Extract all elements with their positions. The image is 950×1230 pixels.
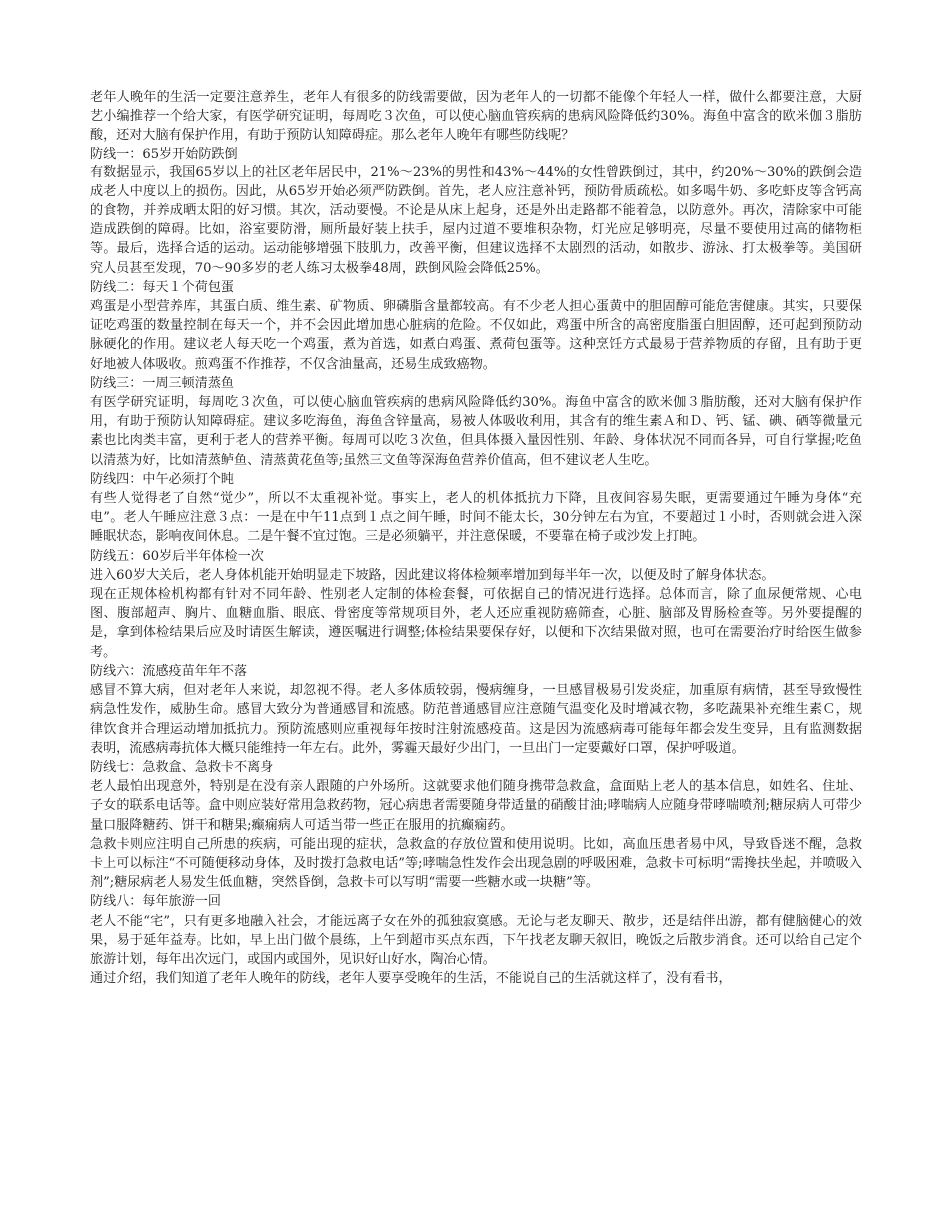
section-1	[90, 146, 862, 278]
section-2	[90, 278, 862, 374]
section-paragraph: 鸡蛋是小型营养库，其蛋白质、维生素、矿物质、卵磷脂含量都较高。有不少老人担心蛋黄中的胆固醇可能危害健康。其实，只要保证吃鸡蛋的数量控制在每天一个，并不会因此增加患心脏病的危险。不仅如此，鸡蛋中所含的高密度脂蛋白胆固醇，还可起到预防动脉硬化的作用。建议老人每天吃一个鸡蛋，煮为首选，如煮白鸡蛋、煮荷包蛋等。这种烹饪方式最易于营养物质的存留，且有助于更好地被人体吸收。煎鸡蛋不作推荐，不仅含油量高，还易生成致癌物。	[90, 299, 862, 372]
intro-paragraph: 老年人晚年的生活一定要注意养生，老年人有很多的防线需要做，因为老年人的一切都不能像个年轻人一样，做什么都要注意，大厨艺小编推荐一个给大家，有医学研究证明，每周吃３次鱼，可以使心脑血管疾病的患病风险降低约30%。海鱼中富含的欧米伽３脂肪酸，还对大脑有保护作用，有助于预防认知障碍症。那么老年人晚年有哪些防线呢？	[90, 90, 862, 144]
section-paragraph: 老人最怕出现意外，特别是在没有亲人跟随的户外场所。这就要求他们随身携带急救盒，盒面贴上老人的基本信息，如姓名、住址、子女的联系电话等。盒中则应装好常用急救药物，冠心病患者需要随身带适量的硝酸甘油;哮喘病人应随身带哮喘喷剂;糖尿病人可带少量口服降糖药、饼干和糖果;癫痫病人可适当带一些正在服用的抗癫痫药。	[90, 779, 862, 833]
section-heading: 防线三：一周三顿清蒸鱼	[90, 375, 235, 391]
section-3	[90, 374, 862, 470]
section-heading: 防线二：每天１个荷包蛋	[90, 279, 235, 295]
section-paragraph: 有医学研究证明，每周吃３次鱼，可以使心脑血管疾病的患病风险降低约30%。海鱼中富含的欧米伽３脂肪酸，还对大脑有保护作用，有助于预防认知障碍症。建议多吃海鱼，海鱼含锌量高，易被人体吸收利用，其含有的维生素Ａ和Ｄ、钙、锰、碘、硒等微量元素也比肉类丰富，更利于老人的营养平衡。每周可以吃３次鱼，但具体摄入量因性别、年龄、身体状况不同而各异，可自行掌握;吃鱼以清蒸为好，比如清蒸鲈鱼、清蒸黄花鱼等;虽然三文鱼等深海鱼营养价值高，但不建议老人生吃。	[90, 395, 862, 468]
section-6	[90, 662, 862, 758]
section-heading: 防线四：中午必须打个盹	[90, 471, 235, 487]
section-heading: 防线五：60岁后半年体检一次	[90, 548, 264, 564]
section-8	[90, 892, 862, 988]
section-paragraph: 进入60岁大关后，老人身体机能开始明显走下坡路，因此建议将体检频率增加到每半年一次，以便及时了解身体状态。	[90, 567, 775, 583]
closing-paragraph: 通过介绍，我们知道了老年人晚年的防线，老年人要享受晚年的生活，不能说自己的生活就这样了，没有看书，	[90, 971, 732, 987]
section-paragraph: 急救卡则应注明自己所患的疾病，可能出现的症状，急救盒的存放位置和使用说明。比如，高血压患者易中风，导致昏迷不醒，急救卡上可以标注“不可随便移动身体，及时拨打急救电话”等;哮喘急性发作会出现急剧的呼吸困难，急救卡可标明“需搀扶坐起，并喷吸入剂”;糖尿病老人易发生低血糖，突然昏倒，急救卡可以写明“需要一些糖水或一块糖”等。	[90, 836, 862, 891]
section-heading: 防线七：急救盒、急救卡不离身	[90, 759, 274, 775]
section-heading: 防线六：流感疫苗年年不落	[90, 663, 248, 679]
section-7	[90, 758, 862, 892]
section-paragraph: 感冒不算大病，但对老年人来说，却忽视不得。老人多体质较弱，慢病缠身，一旦感冒极易引发炎症，加重原有病情，甚至导致慢性病急性发作，威胁生命。感冒大致分为普通感冒和流感。防范普通感冒应注意随气温变化及时增减衣物，多吃蔬果补充维生素Ｃ，规律饮食并合理运动增加抵抗力。预防流感则应重视每年按时注射流感疫苗。这是因为流感病毒可能每年都会发生变异，且有监测数据表明，流感病毒抗体大概只能维持一年左右。此外，雾霾天最好少出门，一旦出门一定要戴好口罩，保护呼吸道。	[90, 683, 862, 756]
section-paragraph: 老人不能“宅”，只有更多地融入社会，才能远离子女在外的孤独寂寞感。无论与老友聊天、散步，还是结伴出游，都有健脑健心的效果，易于延年益寿。比如，早上出门做个晨练，上午到超市买点东西，下午找老友聊天叙旧，晚饭之后散步消食。还可以给自己定个旅游计划，每年出次远门，或国内或国外，见识好山好水，陶冶心情。	[90, 913, 862, 967]
section-4	[90, 470, 862, 547]
section-5	[90, 547, 862, 662]
section-paragraph: 有些人觉得老了自然“觉少”，所以不太重视补觉。事实上，老人的机体抵抗力下降，且夜间容易失眠，更需要通过午睡为身体“充电”。老人午睡应注意３点：一是在中午11点到１点之间午睡，时间不能太长，30分钟左右为宜，不要超过１小时，否则就会进入深睡眠状态，影响夜间休息。二是午餐不宜过饱。三是必须躺平，并注意保暖，不要靠在椅子或沙发上打盹。	[90, 491, 862, 545]
section-heading: 防线一：65岁开始防跌倒	[90, 146, 238, 162]
section-paragraph: 现在正规体检机构都有针对不同年龄、性别老人定制的体检套餐，可依据自己的情况进行选择。总体而言，除了血尿便常规、心电图、腹部超声、胸片、血糖血脂、眼底、骨密度等常规项目外，老人还应重视防癌筛查，心脏、脑部及胃肠检查等。另外要提醒的是，拿到体检结果后应及时请医生解读，遵医嘱进行调整;体检结果要保存好，以便和下次结果做对照，也可在需要治疗时给医生做参考。	[90, 587, 862, 660]
section-heading: 防线八：每年旅游一回	[90, 894, 221, 910]
section-paragraph: 有数据显示，我国65岁以上的社区老年居民中，21%～23%的男性和43%～44%的女性曾跌倒过，其中，约20%～30%的跌倒会造成老人中度以上的损伤。因此，从65岁开始必须严防跌倒。首先，老人应注意补钙，预防骨质疏松。如多喝牛奶、多吃虾皮等含钙高的食物，并养成晒太阳的好习惯。其次，活动要慢。不论是从床上起身，还是外出走路都不能着急，以防意外。再次，清除家中可能造成跌倒的障碍。比如，浴室要防滑，厕所最好装上扶手，屋内过道不要堆积杂物，灯光应足够明亮，尽量不要使用过高的储物柜等。最后，选择合适的运动。运动能够增强下肢肌力，改善平衡，但建议选择不太剧烈的活动，如散步、游泳、打太极拳等。美国研究人员甚至发现，70～90多岁的老人练习太极拳48周，跌倒风险会降低25%。	[90, 164, 862, 276]
